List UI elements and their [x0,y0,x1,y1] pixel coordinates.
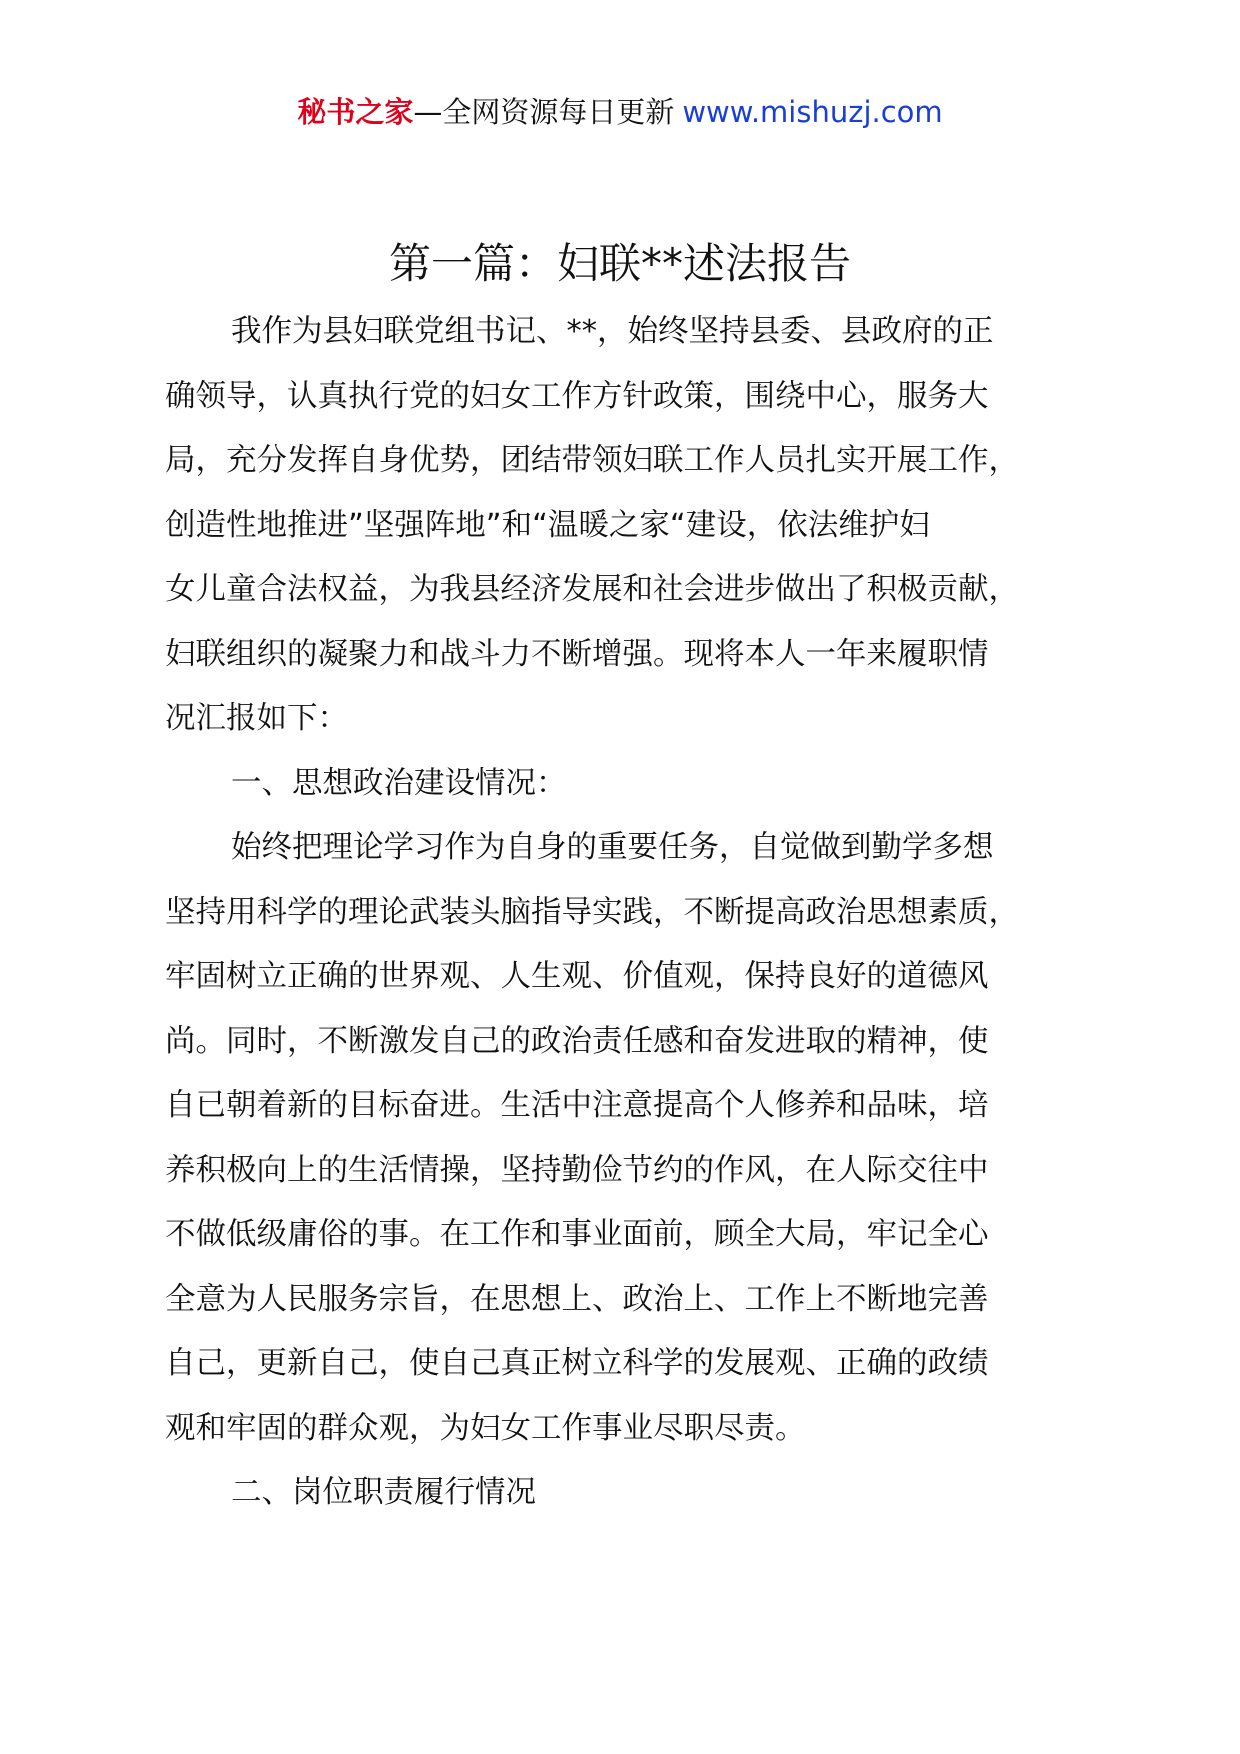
paragraph-line: 我作为县妇联党组书记、**，始终坚持县委、县政府的正 [231,314,994,349]
paragraph-line: 女儿童合法权益，为我县经济发展和社会进步做出了积极贡献， [165,572,1019,607]
paragraph-line: 自已朝着新的目标奋进。生活中注意提高个人修养和品味，培 [165,1088,989,1123]
paragraph-line: 创造性地推进”坚强阵地”和“温暖之家“建设，依法维护妇 [165,507,930,543]
paragraph-line: 全意为人民服务宗旨，在思想上、政治上、工作上不断地完善 [165,1281,989,1317]
paragraph-line: 养积极向上的生活情操，坚持勤俭节约的作风，在人际交往中 [165,1152,989,1188]
paragraph-line: 局，充分发挥自身优势，团结带领妇联工作人员扎实开展工作， [165,443,1019,478]
paragraph-line: 尚。同时，不断激发自己的政治责任感和奋发进取的精神，使 [165,1023,989,1059]
paragraph-line: 自己，更新自己，使自己真正树立科学的发展观、正确的政绩 [165,1346,989,1381]
document-body [165,300,1105,1526]
brand-name: 秘书之家 [297,95,414,129]
document-title: 第一篇：妇联**述法报告 [388,239,851,288]
site-tagline: —全网资源每日更新 [413,95,675,129]
section-heading: 二、岗位职责履行情况 [231,1475,536,1510]
section-heading: 一、思想政治建设情况： [231,765,567,801]
paragraph-line: 始终把理论学习作为自身的重要任务，自觉做到勤学多想 [231,830,994,865]
site-header [0,92,1240,132]
paragraph-line: 观和牢固的群众观，为妇女工作事业尽职尽责。 [165,1410,806,1446]
paragraph-line: 确领导，认真执行党的妇女工作方针政策，围绕中心，服务大 [165,378,989,414]
paragraph-line: 况汇报如下： [165,701,348,736]
site-url-link[interactable]: www.mishuzj.com [682,95,943,129]
paragraph-line: 妇联组织的凝聚力和战斗力不断增强。现将本人一年来履职情 [165,636,989,672]
paragraph-line: 坚持用科学的理论武装头脑指导实践，不断提高政治思想素质， [165,894,1019,930]
paragraph-line: 不做低级庸俗的事。在工作和事业面前，顾全大局，牢记全心 [165,1217,989,1252]
paragraph-line: 牢固树立正确的世界观、人生观、价值观，保持良好的道德风 [165,959,989,994]
